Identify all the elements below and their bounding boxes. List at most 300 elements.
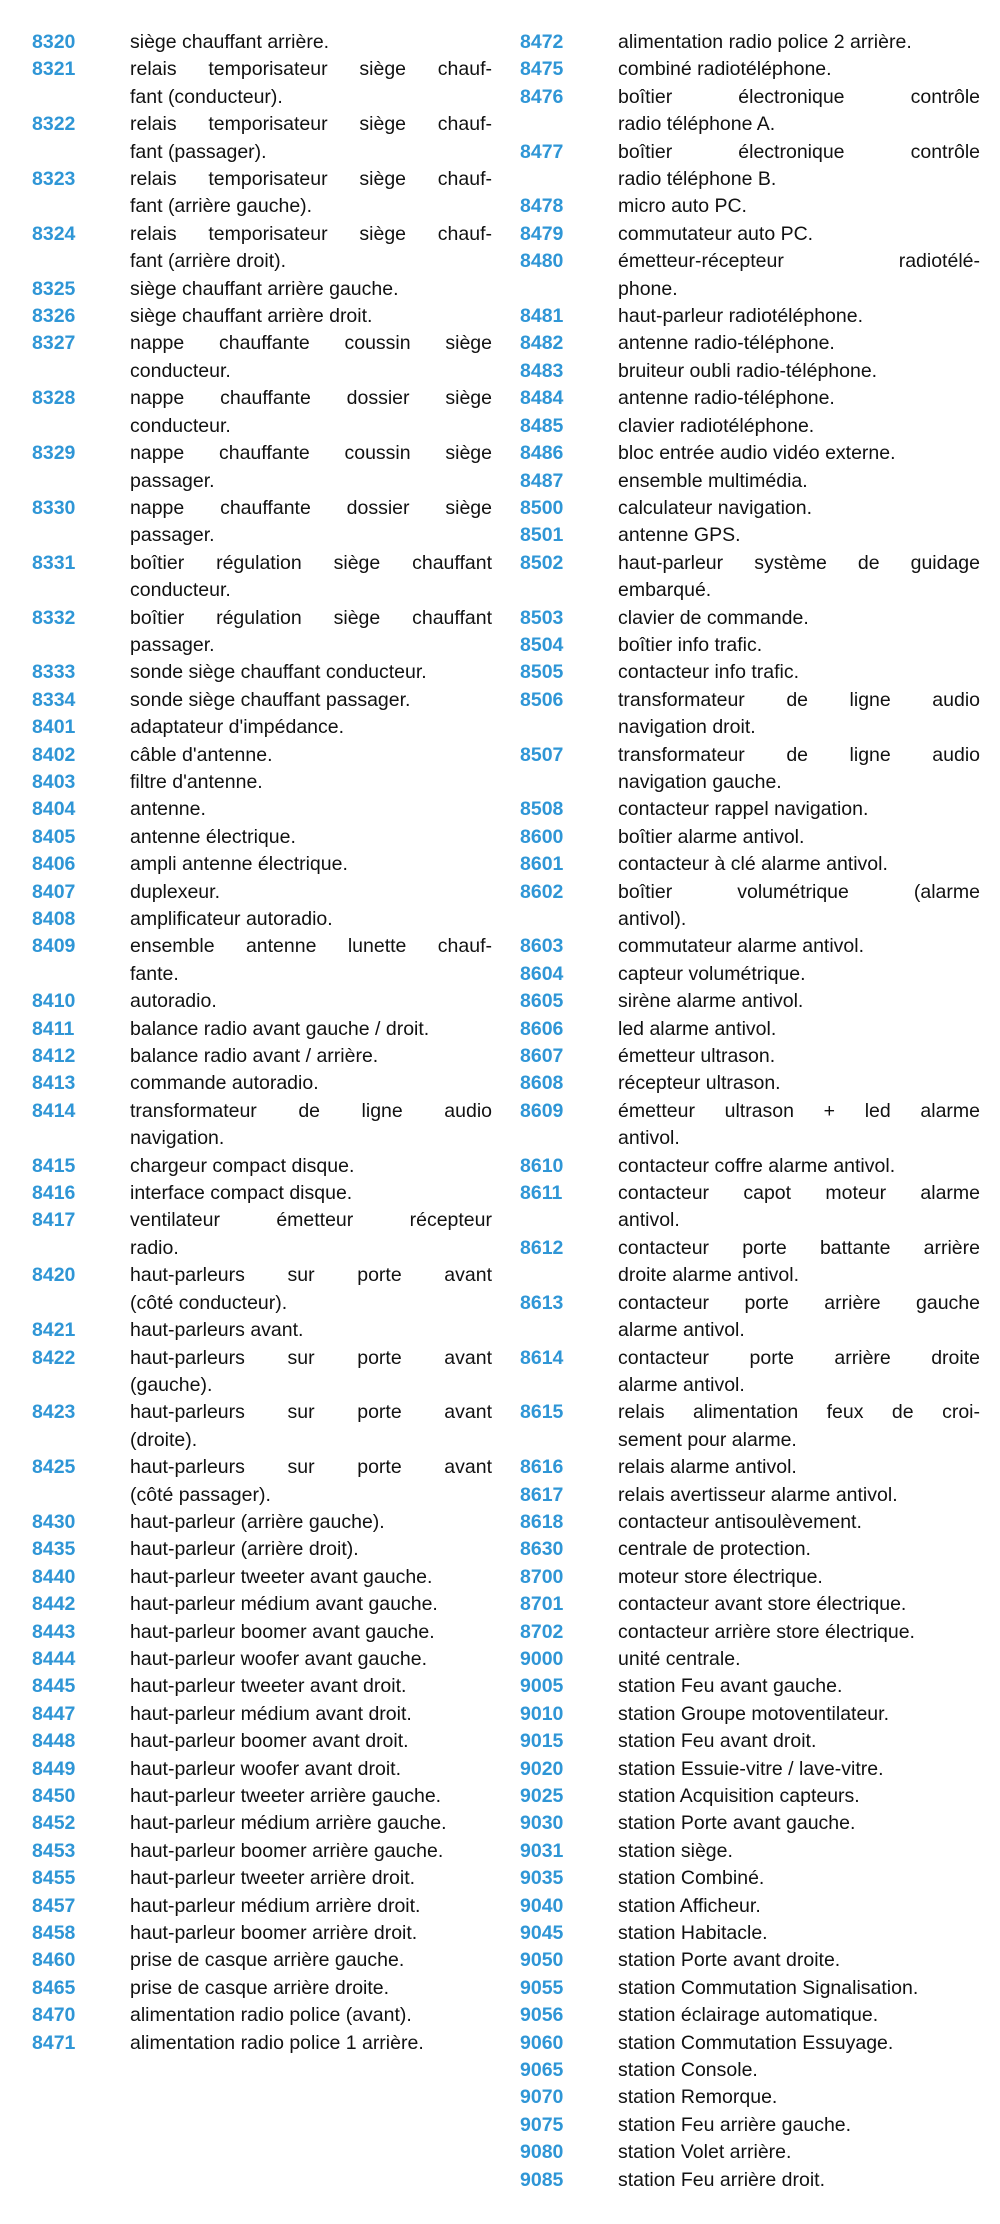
component-code: 8465 [32, 1976, 76, 1999]
component-code: 8485 [520, 414, 564, 437]
description-line: contacteur antisoulèvement. [618, 1510, 862, 1533]
component-description [618, 1947, 980, 1974]
legend-entry [32, 1345, 492, 1400]
component-description [618, 1564, 980, 1591]
component-code: 8479 [520, 222, 564, 245]
component-code: 8702 [520, 1620, 564, 1643]
component-description [130, 1509, 492, 1536]
component-code: 8487 [520, 469, 564, 492]
legend-entry [520, 1865, 980, 1892]
description-line: conducteur. [130, 579, 231, 602]
legend-column-right [520, 29, 980, 2194]
legend-entry [520, 605, 980, 632]
description-line: relais alimentation feux de croi- [618, 1401, 980, 1424]
legend-entry [520, 29, 980, 56]
component-code: 8333 [32, 661, 76, 684]
description-line: station Feu avant droit. [618, 1730, 817, 1753]
component-code: 9056 [520, 2004, 564, 2027]
description-line: antenne radio-téléphone. [618, 332, 835, 355]
component-description [618, 1153, 980, 1180]
component-code: 8401 [32, 716, 76, 739]
legend-entry [520, 2057, 980, 2084]
component-description [618, 824, 980, 851]
description-line: station éclairage automatique. [618, 2004, 879, 2027]
description-line: alimentation radio police 1 arrière. [130, 2031, 424, 2054]
component-description [618, 303, 980, 330]
component-code: 8508 [520, 798, 564, 821]
component-code: 8325 [32, 277, 76, 300]
description-line: navigation. [130, 1127, 225, 1150]
description-line: transformateur de ligne audio [130, 1099, 492, 1122]
description-line: navigation gauche. [618, 770, 782, 793]
component-description [618, 1070, 980, 1097]
component-description [130, 1865, 492, 1892]
description-line: calculateur navigation. [618, 496, 813, 519]
component-code: 8507 [520, 743, 564, 766]
legend-entry [520, 2002, 980, 2029]
component-description [618, 632, 980, 659]
legend-entry [32, 1509, 492, 1536]
component-code: 8324 [32, 222, 76, 245]
component-code: 9050 [520, 1949, 564, 1972]
component-code: 8484 [520, 387, 564, 410]
component-description [618, 2057, 980, 2084]
component-code: 8326 [32, 305, 76, 328]
legend-entry [520, 1399, 980, 1454]
component-description [618, 1756, 980, 1783]
component-description [130, 1262, 492, 1317]
legend-entry [520, 522, 980, 549]
description-line: boîtier électronique contrôle [618, 85, 980, 108]
component-description [130, 659, 492, 686]
description-line: station Porte avant droite. [618, 1949, 841, 1972]
description-line: haut-parleurs sur porte avant [130, 1456, 492, 1479]
legend-entry [32, 851, 492, 878]
description-line: haut-parleurs avant. [130, 1319, 304, 1342]
legend-entry [32, 1646, 492, 1673]
component-description [130, 1564, 492, 1591]
component-code: 8331 [32, 551, 76, 574]
component-code: 9055 [520, 1976, 564, 1999]
description-line: siège chauffant arrière droit. [130, 305, 373, 328]
component-description [618, 1783, 980, 1810]
description-line: moteur store électrique. [618, 1565, 823, 1588]
component-description [618, 742, 980, 797]
component-code: 8630 [520, 1538, 564, 1561]
legend-entry [32, 1975, 492, 2002]
component-code: 8435 [32, 1538, 76, 1561]
component-code: 8327 [32, 332, 76, 355]
legend-entry [520, 248, 980, 303]
description-line: amplificateur autoradio. [130, 908, 333, 930]
component-code: 8602 [520, 880, 564, 903]
component-code: 8483 [520, 359, 564, 382]
description-line: station siège. [618, 1839, 733, 1862]
legend-entry [520, 1509, 980, 1536]
component-description [618, 1838, 980, 1865]
description-line: émetteur ultrason + led alarme [618, 1099, 980, 1122]
description-line: embarqué. [618, 579, 712, 602]
component-description [130, 1673, 492, 1700]
description-line: commutateur auto PC. [618, 222, 814, 245]
legend-entry [520, 933, 980, 960]
description-line: antenne. [130, 798, 206, 821]
component-code: 8701 [520, 1593, 564, 1616]
component-description [130, 1920, 492, 1947]
component-description [618, 1619, 980, 1646]
component-description [618, 2167, 980, 2194]
legend-entry [32, 330, 492, 385]
legend-entry [32, 56, 492, 111]
description-line: antenne GPS. [618, 524, 741, 547]
component-code: 8414 [32, 1099, 76, 1122]
component-description [130, 56, 492, 111]
component-description [618, 1975, 980, 2002]
description-line: boîtier régulation siège chauffant [130, 551, 492, 574]
component-description [130, 166, 492, 221]
component-description [130, 1016, 492, 1043]
legend-entry [32, 1262, 492, 1317]
legend-entry [32, 1317, 492, 1344]
legend-entry [32, 166, 492, 221]
component-code: 8458 [32, 1922, 76, 1945]
legend-entry [520, 687, 980, 742]
component-code: 8505 [520, 661, 564, 684]
legend-entry [520, 330, 980, 357]
description-line: relais temporisateur siège chauf- [130, 113, 492, 136]
legend-entry [32, 659, 492, 686]
component-description [618, 413, 980, 440]
legend-entry [520, 1043, 980, 1070]
component-code: 8460 [32, 1949, 76, 1972]
description-line: centrale de protection. [618, 1538, 811, 1561]
description-line: haut-parleur médium avant droit. [130, 1702, 412, 1725]
component-code: 9035 [520, 1867, 564, 1890]
component-description [618, 961, 980, 988]
legend-entry [32, 796, 492, 823]
description-line: récepteur ultrason. [618, 1072, 781, 1095]
description-line: haut-parleur boomer arrière gauche. [130, 1839, 444, 1862]
description-line: contacteur rappel navigation. [618, 798, 869, 821]
description-line: (côté passager). [130, 1483, 271, 1506]
description-line: ensemble multimédia. [618, 469, 808, 492]
description-line: haut-parleur médium avant gauche. [130, 1593, 438, 1616]
component-code: 8471 [32, 2031, 76, 2054]
description-line: relais avertisseur alarme antivol. [618, 1483, 898, 1506]
legend-entry [520, 1016, 980, 1043]
description-line: balance radio avant gauche / droit. [130, 1017, 430, 1040]
component-description [618, 1591, 980, 1618]
component-code: 8613 [520, 1291, 564, 1314]
description-line: contacteur porte arrière droite [618, 1346, 980, 1369]
legend-column-left [32, 29, 492, 2057]
component-code: 8404 [32, 798, 76, 821]
component-code: 8603 [520, 935, 564, 958]
description-line: ampli antenne électrique. [130, 853, 348, 876]
legend-entry [520, 1536, 980, 1563]
component-description [618, 139, 980, 194]
description-line: sirène alarme antivol. [618, 990, 804, 1013]
legend-entry [520, 1728, 980, 1755]
component-code: 8406 [32, 853, 76, 876]
description-line: station Combiné. [618, 1867, 765, 1890]
legend-entry [32, 906, 492, 933]
component-code: 8329 [32, 442, 76, 465]
legend-entry [520, 1290, 980, 1345]
component-description [130, 2002, 492, 2029]
component-code: 8611 [520, 1182, 563, 1205]
component-description [618, 1345, 980, 1400]
component-description [618, 687, 980, 742]
component-code: 8604 [520, 962, 564, 985]
component-code: 8502 [520, 551, 564, 574]
component-code: 9015 [520, 1730, 564, 1753]
component-code: 8330 [32, 496, 76, 519]
legend-entry [520, 879, 980, 934]
component-description [130, 687, 492, 714]
description-line: haut-parleur tweeter avant droit. [130, 1675, 407, 1698]
component-code: 9080 [520, 2141, 564, 2164]
legend-entry [520, 1591, 980, 1618]
legend-entry [32, 1399, 492, 1454]
component-code: 8617 [520, 1483, 564, 1506]
component-description [130, 330, 492, 385]
component-description [130, 1619, 492, 1646]
description-line: contacteur porte battante arrière [618, 1236, 980, 1259]
legend-entry [32, 879, 492, 906]
component-code: 8609 [520, 1099, 564, 1122]
component-description [618, 56, 980, 83]
description-line: station Porte avant gauche. [618, 1812, 856, 1835]
component-description [618, 933, 980, 960]
component-description [130, 1810, 492, 1837]
legend-entry [32, 988, 492, 1015]
legend-entry [520, 413, 980, 440]
legend-entry [32, 385, 492, 440]
description-line: haut-parleur woofer avant droit. [130, 1757, 401, 1780]
component-description [618, 1536, 980, 1563]
description-line: (gauche). [130, 1373, 213, 1396]
component-description [130, 1947, 492, 1974]
component-description [618, 522, 980, 549]
component-description [130, 1399, 492, 1454]
description-line: commande autoradio. [130, 1072, 319, 1095]
component-code: 8477 [520, 140, 564, 163]
description-line: autoradio. [130, 990, 217, 1013]
description-line: relais temporisateur siège chauf- [130, 58, 492, 81]
description-line: commutateur alarme antivol. [618, 935, 865, 958]
description-line: boîtier volumétrique (alarme [618, 880, 980, 903]
component-code: 8475 [520, 58, 564, 81]
legend-entry [520, 1920, 980, 1947]
legend-entry [32, 2002, 492, 2029]
component-code: 8700 [520, 1565, 564, 1588]
description-line: nappe chauffante dossier siège [130, 496, 492, 519]
component-description [618, 2002, 980, 2029]
component-description [618, 193, 980, 220]
component-code: 9030 [520, 1812, 564, 1835]
component-description [618, 1235, 980, 1290]
description-line: micro auto PC. [618, 195, 747, 218]
description-line: émetteur ultrason. [618, 1045, 776, 1068]
component-code: 9000 [520, 1647, 564, 1670]
description-line: (droite). [130, 1428, 198, 1451]
component-description [618, 468, 980, 495]
legend-entry [520, 851, 980, 878]
description-line: contacteur à clé alarme antivol. [618, 853, 888, 876]
legend-entry [32, 495, 492, 550]
legend-entry [32, 1701, 492, 1728]
legend-entry [520, 385, 980, 412]
description-line: unité centrale. [618, 1647, 741, 1670]
description-line: station Commutation Signalisation. [618, 1976, 919, 1999]
description-line: transformateur de ligne audio [618, 688, 980, 711]
description-line: nappe chauffante coussin siège [130, 442, 492, 465]
component-description [130, 29, 492, 56]
description-line: antenne radio-téléphone. [618, 387, 835, 410]
component-code: 8608 [520, 1072, 564, 1095]
legend-entry [32, 1180, 492, 1207]
description-line: haut-parleur boomer avant droit. [130, 1730, 409, 1753]
component-description [130, 796, 492, 823]
legend-entry [32, 440, 492, 495]
component-code: 9070 [520, 2086, 564, 2109]
component-code: 8416 [32, 1182, 76, 1205]
component-code: 8500 [520, 496, 564, 519]
component-description [618, 1810, 980, 1837]
component-code: 8486 [520, 442, 564, 465]
component-code: 8411 [32, 1017, 75, 1040]
legend-entry [32, 1016, 492, 1043]
description-line: duplexeur. [130, 880, 220, 903]
description-line: haut-parleurs sur porte avant [130, 1346, 492, 1369]
component-code: 8616 [520, 1456, 564, 1479]
component-description [618, 988, 980, 1015]
description-line: passager. [130, 524, 215, 547]
legend-entry [520, 2030, 980, 2057]
description-line: station Acquisition capteurs. [618, 1785, 860, 1807]
component-description [618, 1043, 980, 1070]
description-line: haut-parleur tweeter avant gauche. [130, 1565, 433, 1588]
legend-entry [520, 796, 980, 823]
legend-entry [520, 303, 980, 330]
component-code: 8480 [520, 250, 564, 273]
component-description [130, 742, 492, 769]
component-description [618, 1673, 980, 1700]
legend-entry [520, 2112, 980, 2139]
component-code: 8618 [520, 1510, 564, 1533]
legend-entry [32, 1865, 492, 1892]
description-line: phone. [618, 277, 678, 300]
component-code: 8323 [32, 168, 76, 191]
description-line: sonde siège chauffant passager. [130, 688, 411, 711]
component-description [618, 879, 980, 934]
component-code: 9040 [520, 1894, 564, 1917]
legend-entry [520, 1947, 980, 1974]
component-code: 8455 [32, 1867, 76, 1890]
description-line: (côté conducteur). [130, 1291, 288, 1314]
component-description [618, 440, 980, 467]
legend-entry [520, 1454, 980, 1481]
legend-entry [520, 1564, 980, 1591]
legend-entry [32, 824, 492, 851]
legend-entry [520, 824, 980, 851]
description-line: contacteur avant store électrique. [618, 1593, 907, 1616]
description-line: haut-parleurs sur porte avant [130, 1264, 492, 1287]
component-description [618, 385, 980, 412]
component-code: 8504 [520, 633, 564, 656]
legend-entry [520, 468, 980, 495]
legend-entry [520, 2139, 980, 2166]
legend-entry [520, 1153, 980, 1180]
description-line: station Console. [618, 2059, 758, 2082]
component-description [618, 796, 980, 823]
component-code: 8501 [520, 524, 564, 547]
description-line: navigation droit. [618, 716, 756, 739]
legend-entry [32, 1947, 492, 1974]
legend-entry [520, 1701, 980, 1728]
description-line: contacteur porte arrière gauche [618, 1291, 980, 1314]
component-description [130, 851, 492, 878]
component-code: 8321 [32, 58, 76, 81]
component-code: 8409 [32, 935, 76, 958]
legend-entry [520, 632, 980, 659]
description-line: station Feu arrière droit. [618, 2168, 826, 2191]
component-description [618, 330, 980, 357]
component-code: 8482 [520, 332, 564, 355]
legend-entry [32, 1756, 492, 1783]
component-code: 9065 [520, 2059, 564, 2082]
component-code: 8452 [32, 1812, 76, 1835]
component-description [130, 879, 492, 906]
description-line: station Afficheur. [618, 1894, 761, 1917]
description-line: radio téléphone A. [618, 113, 776, 136]
description-line: haut-parleur (arrière droit). [130, 1538, 359, 1561]
legend-entry [520, 1619, 980, 1646]
legend-entry [32, 1043, 492, 1070]
description-line: bloc entrée audio vidéo externe. [618, 442, 896, 465]
legend-entry [32, 111, 492, 166]
legend-entry [32, 1454, 492, 1509]
component-code: 8449 [32, 1757, 76, 1780]
legend-entry [520, 1673, 980, 1700]
component-code: 8457 [32, 1894, 76, 1917]
component-description [130, 1043, 492, 1070]
legend-entry [32, 1619, 492, 1646]
component-description [618, 1701, 980, 1728]
description-line: droite alarme antivol. [618, 1264, 800, 1287]
component-description [130, 906, 492, 933]
component-code: 8503 [520, 606, 564, 629]
description-line: haut-parleur médium arrière droit. [130, 1894, 421, 1917]
component-description [130, 1098, 492, 1153]
component-code: 8417 [32, 1209, 76, 1232]
description-line: haut-parleurs sur porte avant [130, 1401, 492, 1424]
description-line: contacteur capot moteur alarme [618, 1182, 980, 1205]
component-description [618, 1509, 980, 1536]
component-code: 8478 [520, 195, 564, 218]
component-code: 8408 [32, 908, 76, 930]
component-description [618, 495, 980, 522]
description-line: haut-parleur (arrière gauche). [130, 1510, 385, 1533]
legend-entry [520, 84, 980, 139]
legend-entry [32, 550, 492, 605]
description-line: passager. [130, 633, 215, 656]
description-line: sonde siège chauffant conducteur. [130, 661, 427, 684]
description-line: station Feu arrière gauche. [618, 2113, 852, 2136]
component-description [618, 2112, 980, 2139]
legend-entry [520, 56, 980, 83]
